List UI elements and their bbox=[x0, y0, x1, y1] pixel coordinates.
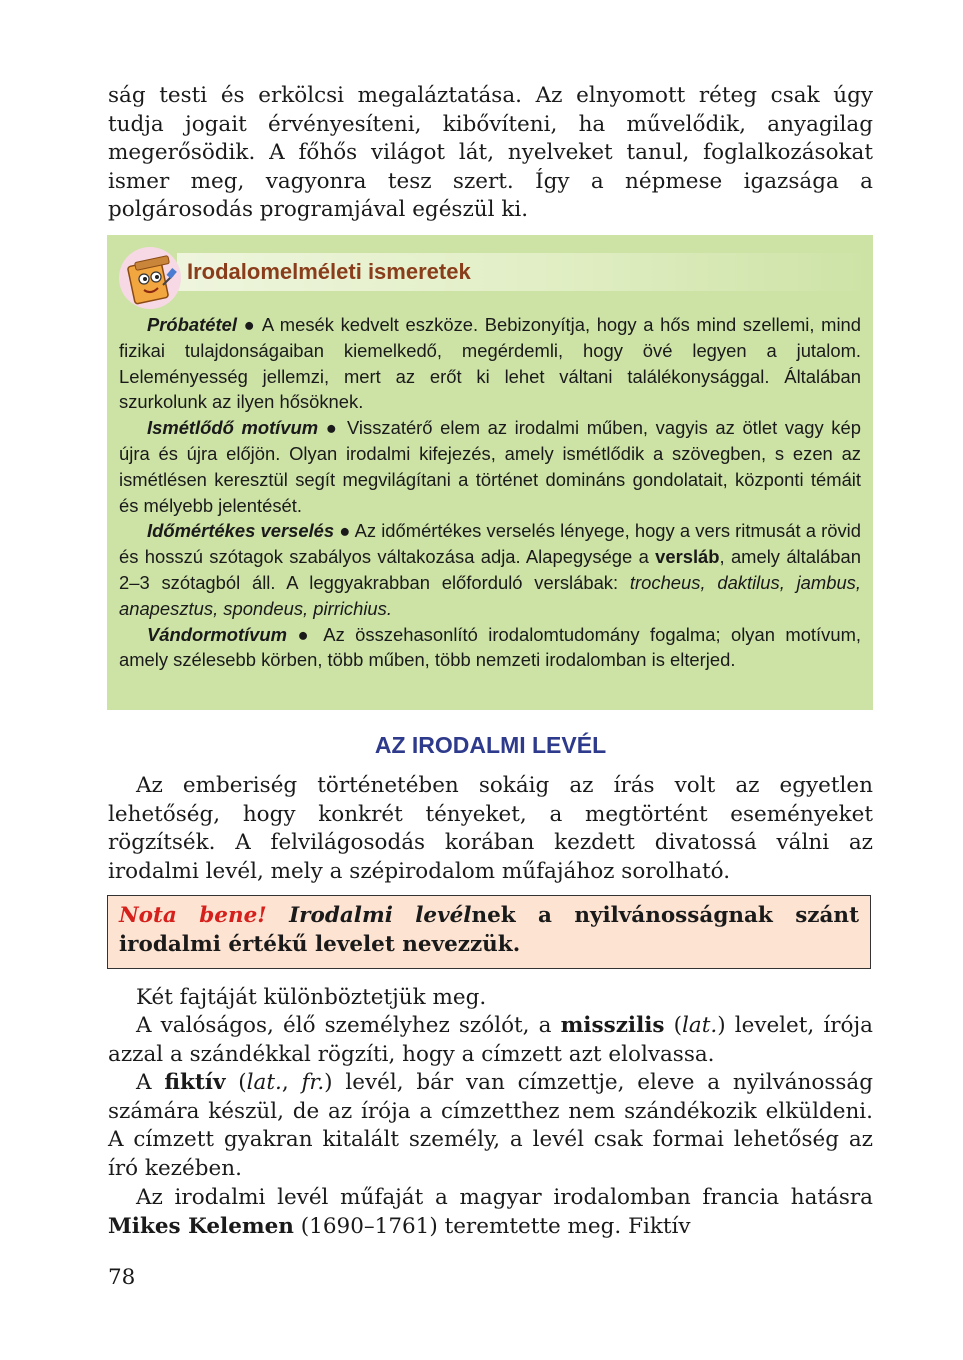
bullet: ● bbox=[325, 417, 340, 439]
text: (1690–1761) teremtette meg. Fiktív bbox=[300, 1213, 691, 1239]
para-two-types: Két fajtáját különböztetjük meg. bbox=[136, 985, 487, 1010]
intro-paragraph: ság testi és erkölcsi megaláztatása. Az elnyomott réteg csak úgy tudja jogait érvényesíteni, kibővíteni, ha művelődik, anyagilag megerősödik. A főhős világot lát, nyelveket tanul, foglalkozásokat ismer meg, vagyonra tesz szert. Így a népmese igazsága a polgárosodás programjával egészül ki. bbox=[108, 83, 873, 223]
para-misszilis bbox=[108, 1012, 873, 1069]
entry-text: A mesék kedvelt eszköze. Bebizonyítja, hogy a hős mind szellemi, mind fizikai tulajdonságaiban kiemelkedő, megérdemli, hogy övé legyen a jutalom. Leleményesség jellemzi, mert az erőt ki lehet váltani találékonysággal. Általában szurkolunk az ilyen hősöknek. bbox=[119, 314, 861, 413]
nota-term: Irodalmi levél bbox=[289, 903, 472, 928]
entry-text: Az időmértékes verselés lényege, hogy a vers ritmusát a rövid és hosszú szótagok szabályos váltakozása adja. Alapegysége a bbox=[119, 520, 861, 568]
term-label: Próbatétel bbox=[147, 314, 237, 335]
bold-name: Mikes Kelemen bbox=[108, 1213, 294, 1239]
text: ( bbox=[673, 1013, 683, 1038]
italic-list: trocheus, daktilus, jambus, anapesztus, spondeus, pirrichius. bbox=[119, 571, 861, 619]
term-label: Vándormotívum bbox=[147, 623, 287, 645]
para-fiktiv bbox=[108, 1069, 873, 1183]
italic-abbr: fr. bbox=[301, 1070, 325, 1095]
theory-entry-probatetel bbox=[119, 312, 861, 415]
italic-abbr: lat. bbox=[246, 1070, 282, 1095]
nota-bene-label: Nota bene! bbox=[119, 903, 267, 928]
section-paragraph: Az emberiség történetében sokáig az írás volt az egyetlen lehetőség, hogy konkrét tényeket, a megtörtént eseményeket rögzítsék. A felvilágosodás korában kezdett divatossá válni az irodalmi levél, mely a szépirodalom műfajához sorolható. bbox=[108, 773, 873, 884]
bold-term: fiktív bbox=[164, 1070, 226, 1095]
bullet: ● bbox=[339, 520, 351, 542]
para-mikes bbox=[108, 1184, 873, 1241]
text: ( bbox=[238, 1070, 247, 1095]
text: ) levél, bár van címzettje, eleve a nyilvánosság számára készül, de az írója a címzetthez nem szándékozik elküldeni. A címzett gyakran kitalált személy, a levél csak formai lehetőség az író kezében. bbox=[108, 1070, 873, 1181]
book-mascot-icon bbox=[117, 245, 183, 311]
text: Az irodalmi levél műfaját a magyar irodalomban francia hatásra bbox=[136, 1185, 873, 1210]
bold-term: versláb bbox=[655, 546, 720, 568]
theory-box bbox=[107, 235, 873, 710]
theory-box-title: Irodalomelméleti ismeretek bbox=[187, 259, 471, 284]
text: A valóságos, élő személyhez szólót, a bbox=[136, 1013, 552, 1038]
nota-text: nek a nyilvánosságnak szánt irodalmi értékű levelet nevezzük. bbox=[119, 903, 859, 957]
bullet: ● bbox=[243, 314, 257, 335]
term-label: Időmértékes verselés bbox=[147, 520, 335, 542]
theory-entry-vandormotivum bbox=[119, 622, 861, 674]
page-number: 78 bbox=[108, 1265, 136, 1290]
bullet: ● bbox=[297, 623, 314, 645]
entry-text: Az összehasonlító irodalomtudomány fogalma; olyan motívum, amely szélesebb körben, több műben, több nemzeti irodalomban is elterjed. bbox=[119, 623, 861, 671]
italic-abbr: lat. bbox=[682, 1013, 718, 1038]
bold-term: misszilis bbox=[560, 1013, 665, 1038]
text: ) levelet, írója azzal a szándékkal rögzíti, hogy a címzett azt elolvassa. bbox=[108, 1013, 873, 1067]
nota-bene-box bbox=[107, 895, 871, 969]
entry-text: Visszatérő elem az irodalmi műben, vagyis az ötlet vagy kép újra és újra előjön. Olyan irodalmi kifejezés, amely ismétlődik a szövegben, s ezen az ismétlésen keresztül segít megvilágítani a történet domináns gondolatait, központi témáit és mélyebb jelentését. bbox=[119, 417, 861, 516]
theory-entry-ismetlodo-motivum bbox=[119, 415, 861, 518]
text: , bbox=[281, 1070, 302, 1095]
term-label: Ismétlődő motívum bbox=[147, 417, 319, 439]
theory-entries bbox=[119, 312, 861, 673]
section-title: AZ IRODALMI LEVÉL bbox=[374, 732, 607, 758]
theory-entry-idomertekes-verseles bbox=[119, 518, 861, 621]
text: A bbox=[136, 1070, 152, 1095]
entry-text: , amely általában 2–3 szótagból áll. A leggyakrabban előforduló verslábak: bbox=[119, 546, 861, 593]
